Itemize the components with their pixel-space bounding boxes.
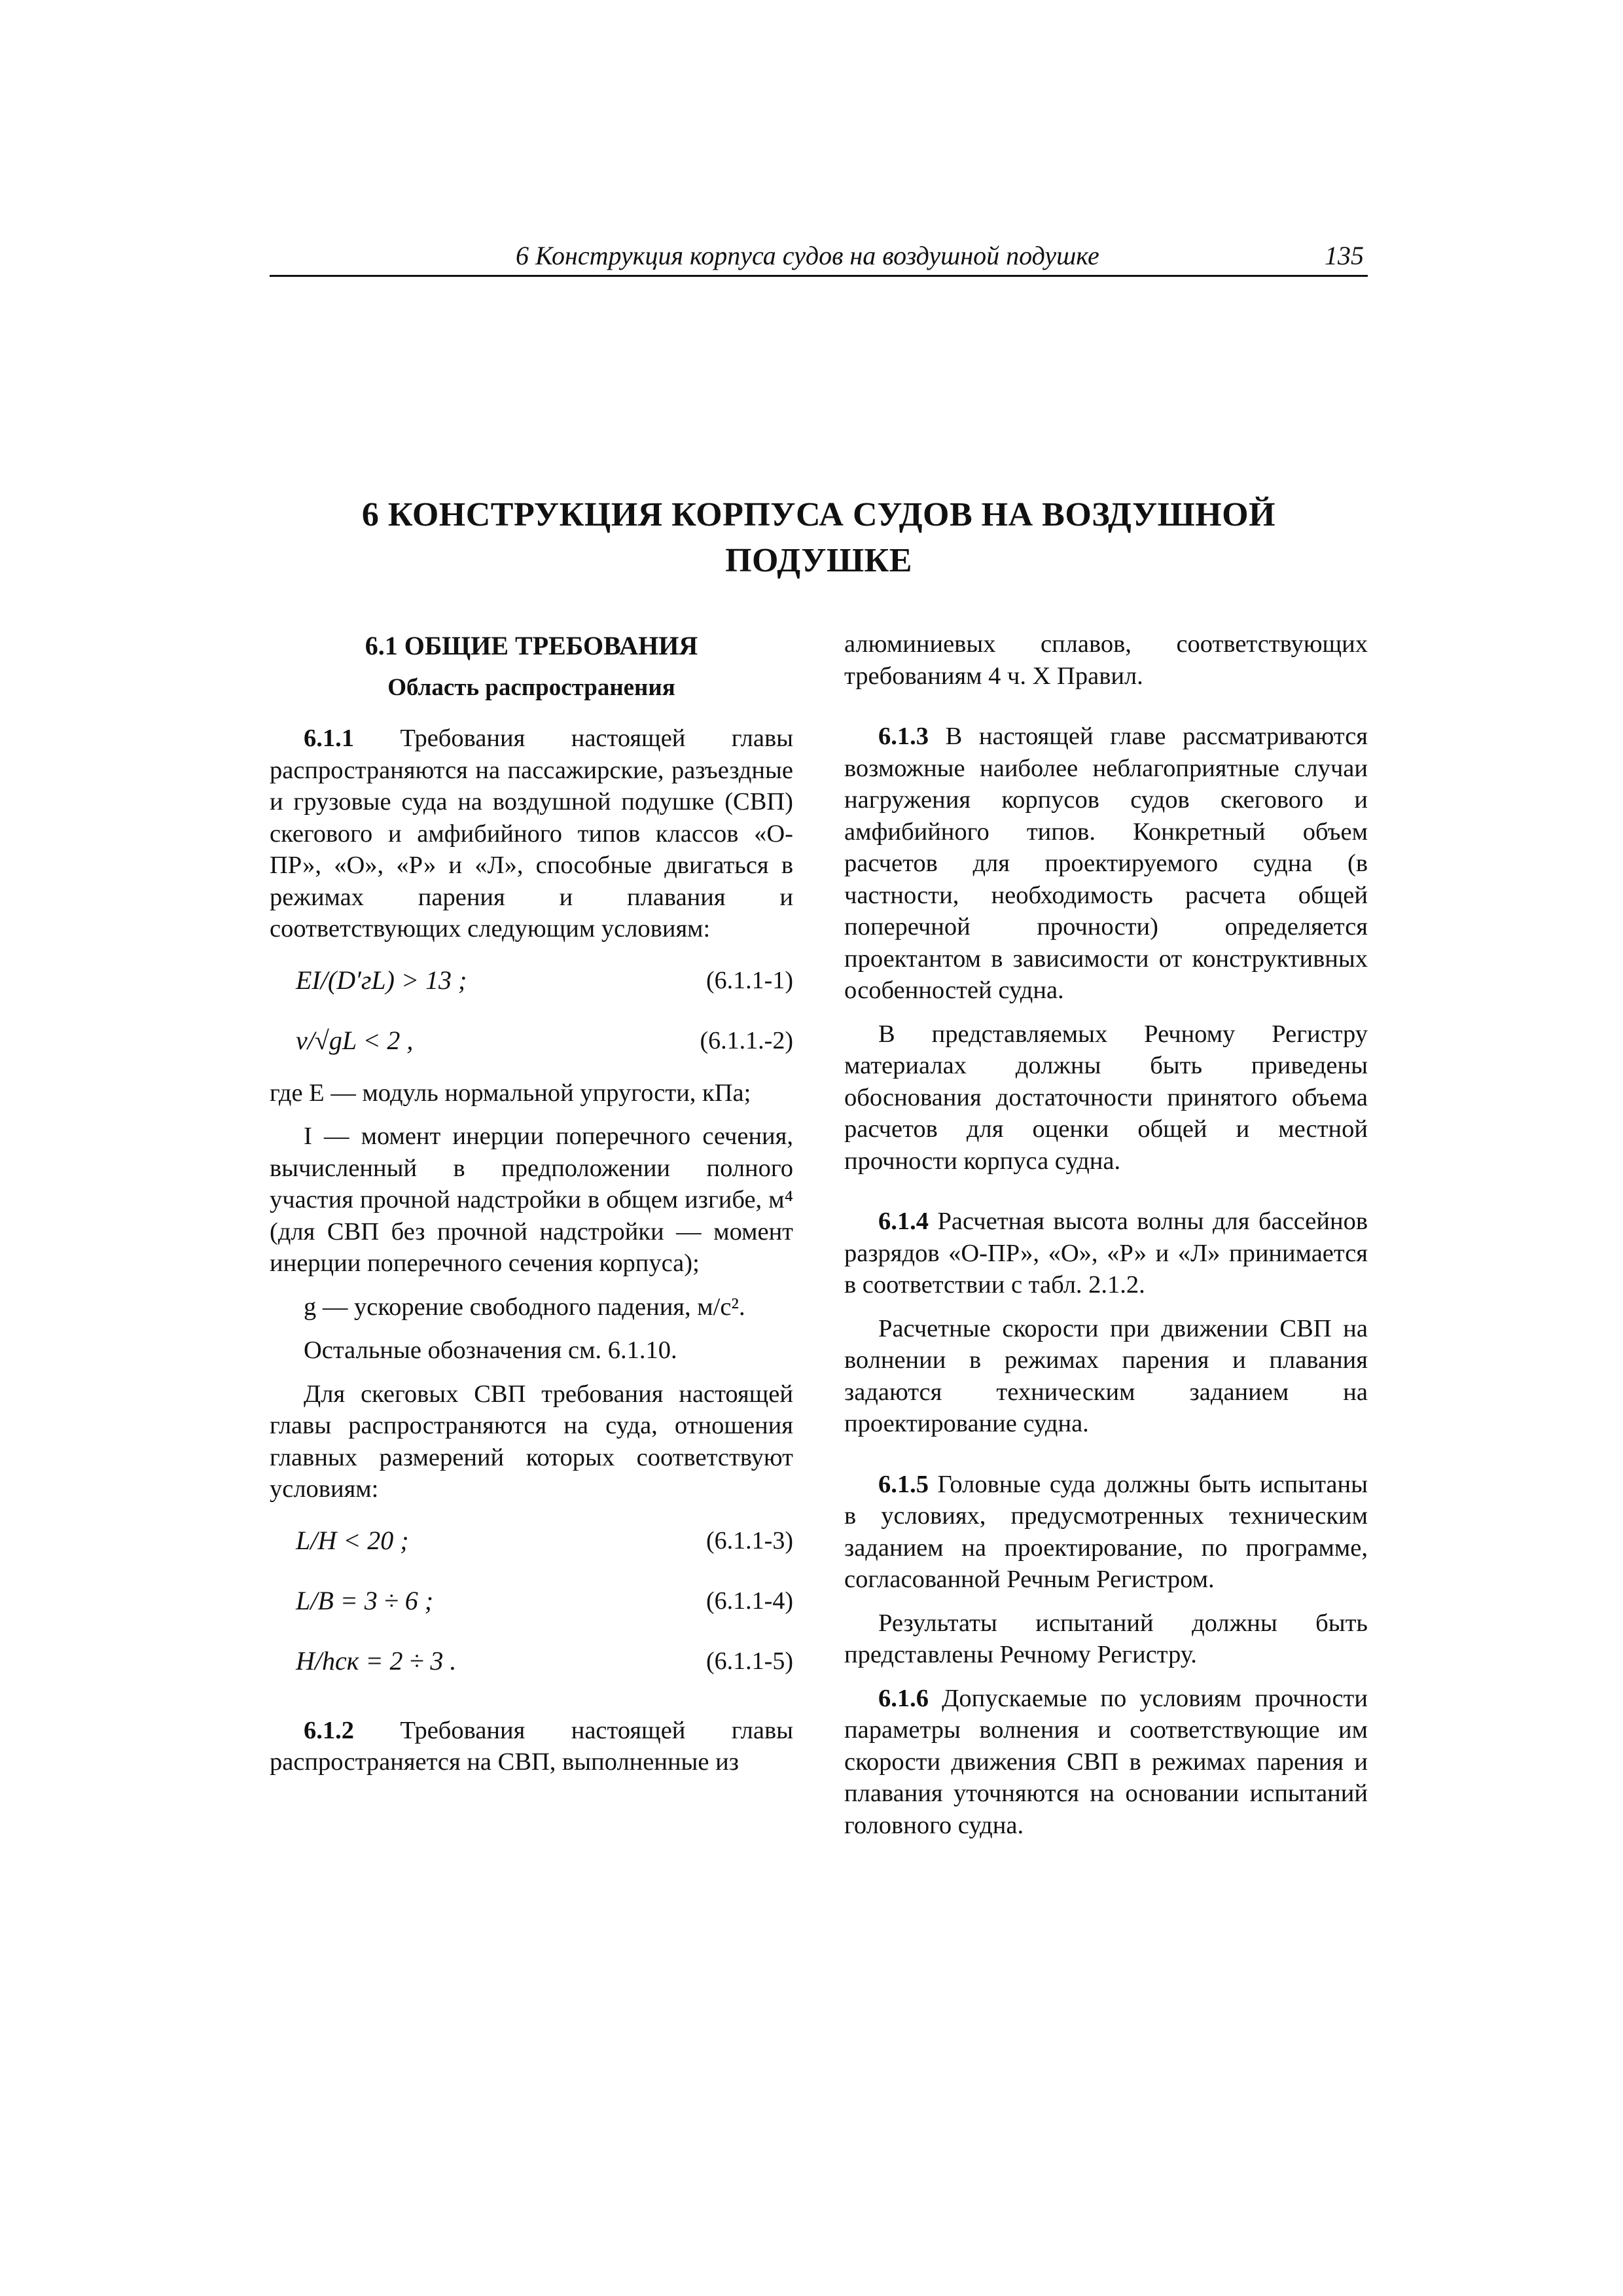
section-title: 6.1 ОБЩИЕ ТРЕБОВАНИЯ: [365, 631, 698, 660]
skeg-conditions: Для скеговых СВП требования настоящей главы распространяются на суда, отношения главных размерений которых соответствуют условиям:: [270, 1380, 793, 1503]
clause-text: В настоящей главе рассматриваются возможные наиболее неблагоприятные случаи нагружения корпусов судов скегового и амфибийного типов. Конкретный объем расчетов для проектируемого судна (в частности, необходимость расчета общей поперечной прочности) определяется проектантом в зависимости от конструктивных особенностей судна.: [844, 723, 1368, 1004]
paragraph-6-1-5-b: Результаты испытаний должны быть представлены Речному Регистру.: [844, 1609, 1368, 1668]
page-number: 135: [1325, 241, 1364, 270]
definition-i: I — момент инерции поперечного сечения, вычисленный в предположении полного участия прочной надстройки в общем изгибе, м⁴ (для СВП без прочной надстройки — момент инерции поперечного сечения корпуса);: [270, 1122, 793, 1277]
left-column: [270, 628, 793, 1790]
clause-number: 6.1.1: [304, 725, 354, 752]
paragraph-6-1-2: [270, 1715, 793, 1778]
formula-6-1-1-1: [270, 957, 793, 1012]
paragraph-6-1-5: [844, 1469, 1368, 1596]
formula-number: (6.1.1.-2): [700, 1026, 793, 1054]
definition-e: где E — модуль нормальной упругости, кПа;: [270, 1079, 751, 1107]
formula-expression: H/hск = 2 ÷ 3 .: [296, 1645, 457, 1676]
formula-6-1-1-4: [270, 1577, 793, 1632]
clause-text: Требования настоящей главы распространяется на СВП, выполненные из: [270, 1716, 793, 1776]
clause-number: 6.1.5: [878, 1470, 929, 1498]
formula-number: (6.1.1-4): [706, 1587, 793, 1615]
clause-number: 6.1.6: [878, 1684, 929, 1712]
formula-expression: v/√gL < 2 ,: [296, 1025, 414, 1055]
paragraph-6-1-6: [844, 1683, 1368, 1842]
clause-number: 6.1.4: [878, 1208, 929, 1235]
paragraph-6-1-4: [844, 1206, 1368, 1301]
formula-number: (6.1.1-3): [706, 1526, 793, 1554]
other-notation: Остальные обозначения см. 6.1.10.: [304, 1336, 677, 1364]
paragraph-6-1-3-b: В представляемых Речному Регистру материалах должны быть приведены обоснования достаточности принятого объема расчетов для оценки общей и местной прочности корпуса судна.: [844, 1020, 1368, 1175]
paragraph-6-1-4-b: Расчетные скорости при движении СВП на волнении в режимах парения и плавания задаются техническим заданием на проектирование судна.: [844, 1314, 1368, 1437]
paragraph-6-1-2-continued: алюминиевых сплавов, соответствующих требованиям 4 ч. X Правил.: [844, 630, 1368, 690]
formula-expression: EI/(D′гL) > 13 ;: [296, 965, 467, 995]
formula-6-1-1-2: [270, 1017, 793, 1072]
running-head-title: 6 Конструкция корпуса судов на воздушной подушке: [516, 241, 1099, 270]
running-head: [270, 237, 1368, 277]
formula-expression: L/H < 20 ;: [296, 1525, 409, 1555]
clause-text: Допускаемые по условиям прочности параметры волнения и соответствующие им скорости движения СВП в режимах парения и плавания уточняются на основании испытаний головного судна.: [844, 1684, 1368, 1839]
formula-number: (6.1.1-1): [706, 966, 793, 994]
formula-expression: L/B = 3 ÷ 6 ;: [296, 1585, 434, 1615]
clause-text: Требования настоящей главы распространяются на пассажирские, разъездные и грузовые суда на воздушной подушке (СВП) скегового и амфибийного типов классов «О-ПР», «О», «Р» и «Л», способные двигаться в режимах парения и плавания и соответствующих следующим условиям:: [270, 725, 793, 942]
subsection-title: Область распространения: [387, 674, 675, 701]
definition-g: g — ускорение свободного падения, м/с².: [304, 1293, 745, 1321]
clause-number: 6.1.2: [304, 1716, 354, 1744]
clause-text: Расчетная высота волны для бассейнов разрядов «О-ПР», «О», «Р» и «Л» принимается в соответствии с табл. 2.1.2.: [844, 1208, 1368, 1299]
formula-6-1-1-5: [270, 1638, 793, 1693]
formula-6-1-1-3: [270, 1517, 793, 1572]
clause-text: Головные суда должны быть испытаны в условиях, предусмотренных техническим заданием на проектирование, по программе, согласованной Речным Регистром.: [844, 1470, 1368, 1593]
right-column: [844, 628, 1368, 1853]
clause-number: 6.1.3: [878, 723, 929, 750]
paragraph-6-1-3: [844, 721, 1368, 1007]
chapter-title: 6 КОНСТРУКЦИЯ КОРПУСА СУДОВ НА ВОЗДУШНОЙ ПОДУШКЕ: [361, 496, 1276, 579]
paragraph-6-1-1: [270, 723, 793, 945]
formula-number: (6.1.1-5): [706, 1647, 793, 1675]
